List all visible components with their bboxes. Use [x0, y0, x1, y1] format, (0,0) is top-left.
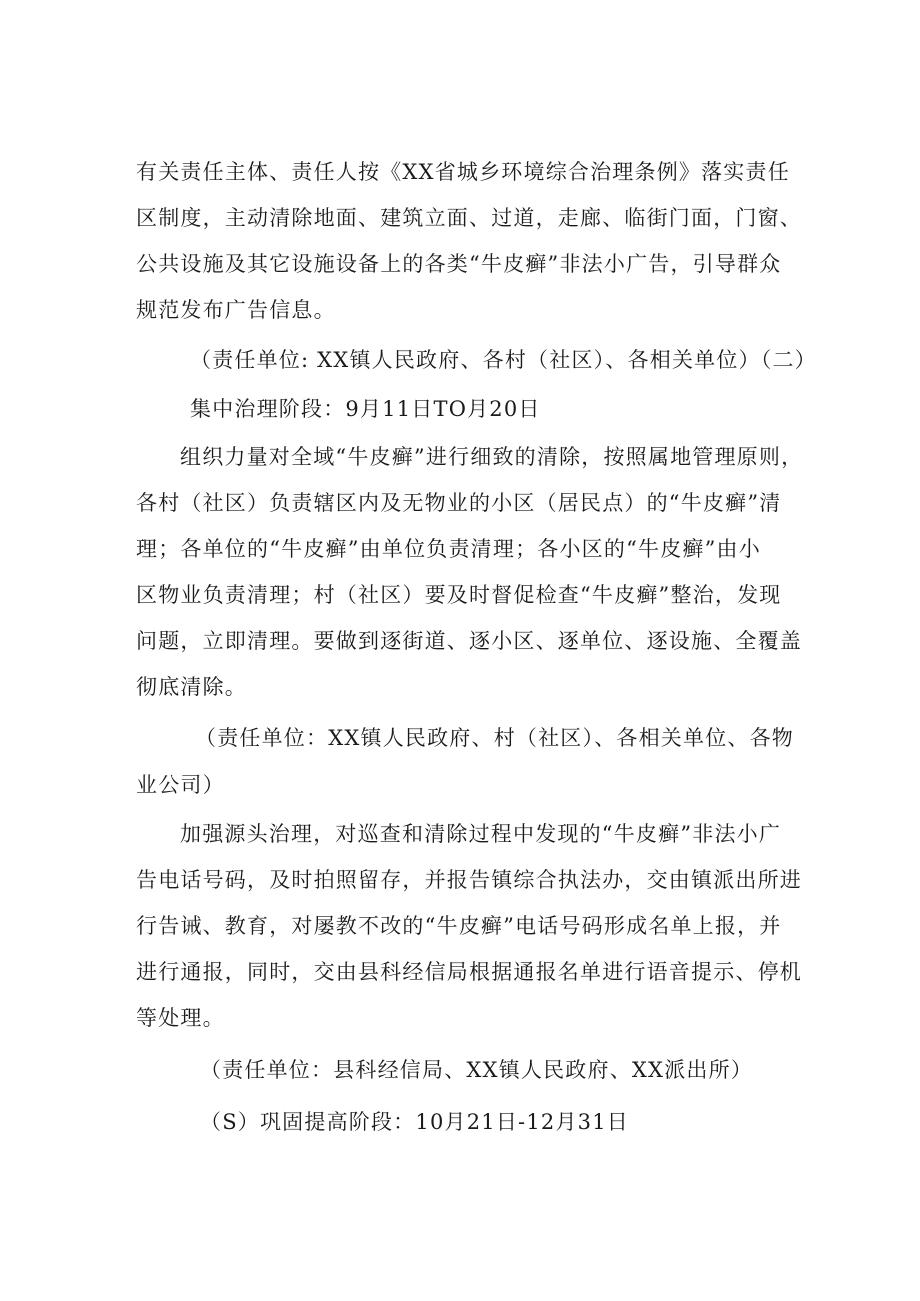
responsibility-line: （责任单位：XX镇人民政府、村（社区）、各相关单位、各物	[195, 726, 794, 750]
text-line: 告电话号码，及时拍照留存，并报告镇综合执法办，交由镇派出所进	[136, 868, 802, 892]
responsibility-line: （责任单位: XX镇人民政府、各村（社区）、各相关单位）（二）	[190, 348, 817, 372]
text-line: 加强源头治理，对巡查和清除过程中发现的“牛皮癣”非法小广	[180, 822, 782, 846]
text-line: 有关责任主体、责任人按《XX省城乡环境综合治理条例》落实责任	[136, 160, 790, 184]
section-heading: （S）巩固提高阶段：10月21日-12月31日	[200, 1110, 629, 1134]
section-heading: 集中治理阶段：9月11日TO月20日	[190, 397, 541, 421]
text-line: 进行通报，同时，交由县科经信局根据通报名单进行语音提示、停机	[136, 960, 802, 984]
text-line: 区制度，主动清除地面、建筑立面、过道，走廊、临街门面，门窗、	[136, 206, 802, 230]
text-line: 组织力量对全域“牛皮癣”进行细致的清除，按照属地管理原则，	[180, 445, 804, 469]
text-line: 公共设施及其它设施设备上的各类“牛皮癣”非法小广告，引导群众	[136, 252, 782, 276]
responsibility-line: （责任单位：县科经信局、XX镇人民政府、XX派出所）	[200, 1058, 753, 1082]
text-line: 区物业负责清理；村（社区）要及时督促检查“牛皮癣”整治，发现	[136, 583, 782, 607]
text-line: 业公司）	[136, 773, 225, 797]
text-line: 行告诫、教育，对屡教不改的“牛皮癣”电话号码形成名单上报，并	[136, 914, 782, 938]
text-line: 问题，立即清理。要做到逐街道、逐小区、逐单位、逐设施、全覆盖	[136, 629, 802, 653]
text-line: 各村（社区）负责辖区内及无物业的小区（居民点）的“牛皮癣”清	[136, 491, 782, 515]
text-line: 理；各单位的“牛皮癣”由单位负责清理；各小区的“牛皮癣”由小	[136, 537, 761, 561]
text-line: 等处理。	[136, 1006, 225, 1030]
text-line: 彻底清除。	[136, 675, 247, 699]
text-line: 规范发布广告信息。	[136, 298, 336, 322]
